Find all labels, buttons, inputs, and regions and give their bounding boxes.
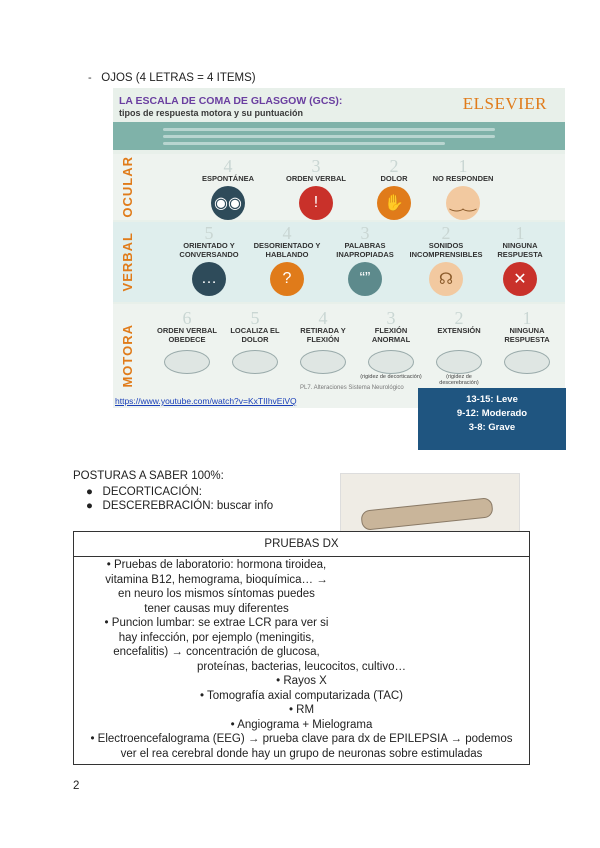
dash-bullet: - [88,72,92,84]
glasgow-coma-scale-infographic [113,88,565,408]
posturas-list [86,486,273,514]
patient-figure-icon [436,350,482,374]
hand-icon: ✋ [377,186,411,220]
motora-item-5: 5 LOCALIZA EL DOLOR [223,310,287,374]
infographic-title: LA ESCALA DE COMA DE GLASGOW (GCS): [119,95,343,107]
verbal-band-label: VERBAL [119,232,135,292]
motora-item-3: 3 FLEXIÓN ANORMAL (rigidez de decorticación) [360,308,422,380]
dx-line: • Tomografía axial computarizada (TAC) [199,689,403,702]
question-icon: ? [270,262,304,296]
ocular-item-2: 2 DOLOR ✋ [359,158,429,220]
page-number: 2 [73,780,80,792]
dx-line: vitamina B12, hemograma, bioquímica… → [105,573,328,586]
patient-figure-icon [232,350,278,374]
pruebas-dx-heading: PRUEBAS DX [74,532,529,557]
motora-band-label: MOTORA [119,324,135,388]
dx-line: ver el rea cerebral donde hay un grupo de neuronas sobre estimuladas [120,747,483,760]
legend-leve: 13-15: Leve [466,394,518,405]
patient-figure-icon [368,350,414,374]
list-item: ● DECORTICACIÓN: [86,486,202,498]
verbal-item-1: 1 NINGUNA RESPUESTA ✕ [485,225,555,296]
dx-line: proteínas, bacterias, leucocitos, cultivo… [196,660,407,673]
pruebas-dx-content [74,558,529,761]
ojos-heading [88,72,256,84]
speech-icon: “” [348,262,382,296]
dx-line: • RM [288,704,315,716]
pruebas-dx-box [73,531,530,765]
eyes-closed-icon: ‿‿ [446,186,480,220]
ocular-band [113,154,565,220]
infographic-subtitle: tipos de respuesta motora y su puntuación [119,108,304,118]
ocular-item-4: 4 ESPONTÁNEA ◉◉ [193,158,263,220]
patient-figure-icon [300,350,346,374]
ocular-band-label: OCULAR [119,156,135,218]
dx-line: en neuro los mismos síntomas puedes [118,588,315,600]
verbal-item-5: 5 ORIENTADO Y CONVERSANDO … [171,225,247,296]
chat-icon: … [192,262,226,296]
motora-item-2: 2 EXTENSIÓN (rigidez de descerebración) [437,308,481,386]
eyes-open-icon: ◉◉ [211,186,245,220]
decortication-figure [360,497,493,531]
motora-item-1: 1 NINGUNA RESPUESTA [495,310,559,374]
dx-line: • Pruebas de laboratorio: hormona tiroidea, [106,559,327,571]
verbal-item-2: 2 SONIDOS INCOMPRENSIBLES ☊ [403,225,489,296]
verbal-item-3: 3 PALABRAS INAPROPIADAS “” [327,225,403,296]
ocular-item-3: 3 ORDEN VERBAL ! [281,158,351,220]
dx-line: • Rayos X [276,675,327,687]
posturas-heading: POSTURAS A SABER 100%: [73,470,224,482]
verbal-band [113,222,565,302]
dx-line: tener causas muy diferentes [144,602,289,615]
youtube-link[interactable]: https://www.youtube.com/watch?v=KxTIIhvEiVQ [115,396,297,406]
motora-item-4: 4 RETIRADA Y FLEXIÓN [291,310,355,374]
patient-figure-icon [504,350,550,374]
dx-line: • Electroencefalograma (EEG) → prueba clave para dx de EPILEPSIA → podemos [90,733,513,745]
motora-item-6: 6 ORDEN VERBAL OBEDECE [155,310,219,374]
verbal-item-4: 4 DESORIENTADO Y HABLANDO ? [249,225,325,296]
alert-icon: ! [299,186,333,220]
ojos-heading-text: OJOS (4 LETRAS = 4 ITEMS) [101,72,256,84]
legend-grave: 3-8: Grave [468,422,516,433]
dx-line: • Puncion lumbar: se extrae LCR para ver si [104,617,329,629]
ocular-item-1: 1 NO RESPONDEN ‿‿ [423,158,503,220]
no-response-icon: ✕ [503,262,537,296]
severity-legend [418,388,566,450]
infographic-intro-band [113,122,565,150]
ear-icon: ☊ [429,262,463,296]
infographic-caption: PL7. Alteraciones Sistema Neurológico [300,385,404,391]
dx-line: • Angiograma + Mielograma [230,718,373,731]
dx-line: hay infección, por ejemplo (meningitis, [118,631,315,644]
dx-line: encefalitis) → concentración de glucosa, [113,646,320,658]
elsevier-logo: ELSEVIER [462,94,547,113]
patient-figure-icon [164,350,210,374]
legend-moderado: 9-12: Moderado [456,408,528,419]
list-item: ● DESCEREBRACIÓN: buscar info [86,500,274,512]
